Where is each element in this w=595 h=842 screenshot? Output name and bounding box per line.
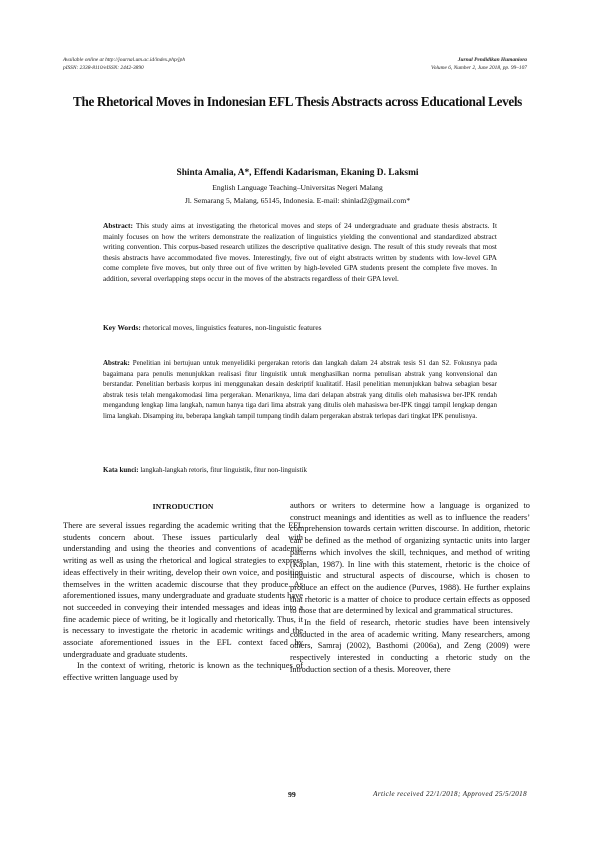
paragraph: authors or writers to determine how a language is organized to construct meanings and identities as well as to influence the readers’ comprehension towards certain written discourse. In addition, rhetoric can be defined as the method of organizing syntactic units into larger patterns which involves the skill, techniques, and method of writing (Kaplan, 1987). In line with this statement, rhetoric is the choice of linguistic and structural aspects of discourse, which is chosen to produce an effect on the audience (Purves, 1988). He further explains that rhetoric is a matter of choice to produce certain effects as opposed to those that are determined by lexical and grammatical structures. bbox=[290, 501, 530, 616]
issn: pISSN: 2338-8110/eISSN: 2442-3890 bbox=[63, 65, 144, 71]
abstract-label: Abstract: bbox=[103, 221, 133, 230]
paper-title: The Rhetorical Moves in Indonesian EFL Thesis Abstracts across Educational Levels bbox=[73, 94, 522, 109]
abstrak-text: Penelitian ini bertujuan untuk menyelidiki pergerakan retoris dan langkah dalam 24 abstrak tesis S1 dan S2. Fokusnya pada bagaimana para penulis menunjukkan realisasi fitur linguistik untuk menghasilkan norma penulisan abstrak yang konvensional dan berstandar. Penelitian berbasis korpus ini menggunakan desain deskriptif kualitatif. Hasil penelitian menunjukkan bahwa sebagian besar abstrak tesis telah mengakomodasi lima pergerakan. Menariknya, lima dari delapan abstrak yang ditulis oleh mahasiswa ber-IPK rendah mengandung lengkap lima langkah, namun hanya tiga dari lima abstrak yang ditulis oleh mahasiswa ber-IPK tinggi tampil lengkap dengan lima langkah. Disamping itu, beberapa langkah tampil tumpang tindih dalam pergerakan abstrak terlepas dari tingkat IPK penulisnya. bbox=[103, 359, 498, 420]
keywords-text: rhetorical moves, linguistics features, non-linguistic features bbox=[142, 323, 322, 332]
journal-name: Jurnal Pendidikan Humaniora bbox=[457, 57, 527, 63]
page-number: 99 bbox=[288, 790, 296, 799]
paragraph: There are several issues regarding the academic writing that the EFL students concern about. These issues particularly deal with understanding and using the theories and conventions of academic writing as well as using the rhetorical and logical strategies to express ideas effectively in their writing, develop their own voice, and position themselves in the written academic discourse that they produce. As aforementioned issues, many undergraduate and graduate students have not succeeded in conveying their intended messages and ideas into a fine academic piece of writing, be it logically and rhetorically. Thus, it is necessary to investigate the rhetoric in academic writings and the associate aforementioned issues in the EFL context faced by undergraduate and graduate students. bbox=[63, 521, 303, 659]
kata-kunci-label: Kata kunci: bbox=[103, 466, 139, 474]
right-column bbox=[290, 500, 530, 676]
paragraph: In the field of research, rhetoric studies have been intensively conducted in the area of academic writing. Many researchers, among others, Samraj (2002), Basthomi (2006a), and Zeng (2009) were respectively interested in conducting a rhetoric study on the introduction section of a thesis. Moreover, there bbox=[290, 618, 530, 674]
journal-volume: Volume 6, Number 2, June 2018, pp. 99–107 bbox=[431, 65, 527, 71]
affiliation: English Language Teaching–Universitas Negeri Malang bbox=[212, 183, 383, 192]
journal-info bbox=[431, 56, 527, 72]
section-title: INTRODUCTION bbox=[152, 502, 214, 511]
availability-url: Available online at http://journal.um.ac.id/index.php/jph bbox=[63, 57, 186, 63]
left-column bbox=[63, 520, 303, 684]
keywords-label: Key Words: bbox=[103, 323, 141, 332]
author-list: Shinta Amalia, A*, Effendi Kadarisman, Ekaning D. Laksmi bbox=[176, 168, 419, 178]
keywords-english bbox=[103, 323, 497, 334]
abstrak-label: Abstrak: bbox=[103, 359, 130, 367]
kata-kunci-text: langkah-langkah retoris, fitur linguistik, fitur non-linguistik bbox=[140, 466, 307, 474]
keywords-indonesian bbox=[103, 465, 497, 476]
abstract-indonesian bbox=[103, 358, 497, 422]
journal-availability bbox=[63, 56, 185, 72]
article-dates: Article received 22/1/2018; Approved 25/5/2018 bbox=[373, 790, 527, 798]
abstract-english bbox=[103, 221, 497, 285]
paragraph: In the context of writing, rhetoric is known as the techniques of effective written language used by bbox=[63, 661, 303, 683]
address: Jl. Semarang 5, Malang, 65145, Indonesia. E-mail: shinlad2@gmail.com* bbox=[184, 196, 411, 205]
abstract-text: This study aims at investigating the rhetorical moves and steps of 24 undergraduate and graduate thesis abstracts. It mainly focuses on how the writers demonstrate the realization of linguistics yielding the conventional and standardized abstract writing convention. This corpus-based research utilizes the descriptive qualitative design. The result of this study reveals that most thesis abstracts have accommodated five moves. Interestingly, five out of eight abstracts written by students with low-level GPA come complete five moves, but only three out of five written by high-leveled GPA students present the complete five moves. In addition, several overlapping steps occur in the moves of the abstracts regardless of their GPA level. bbox=[103, 221, 497, 283]
